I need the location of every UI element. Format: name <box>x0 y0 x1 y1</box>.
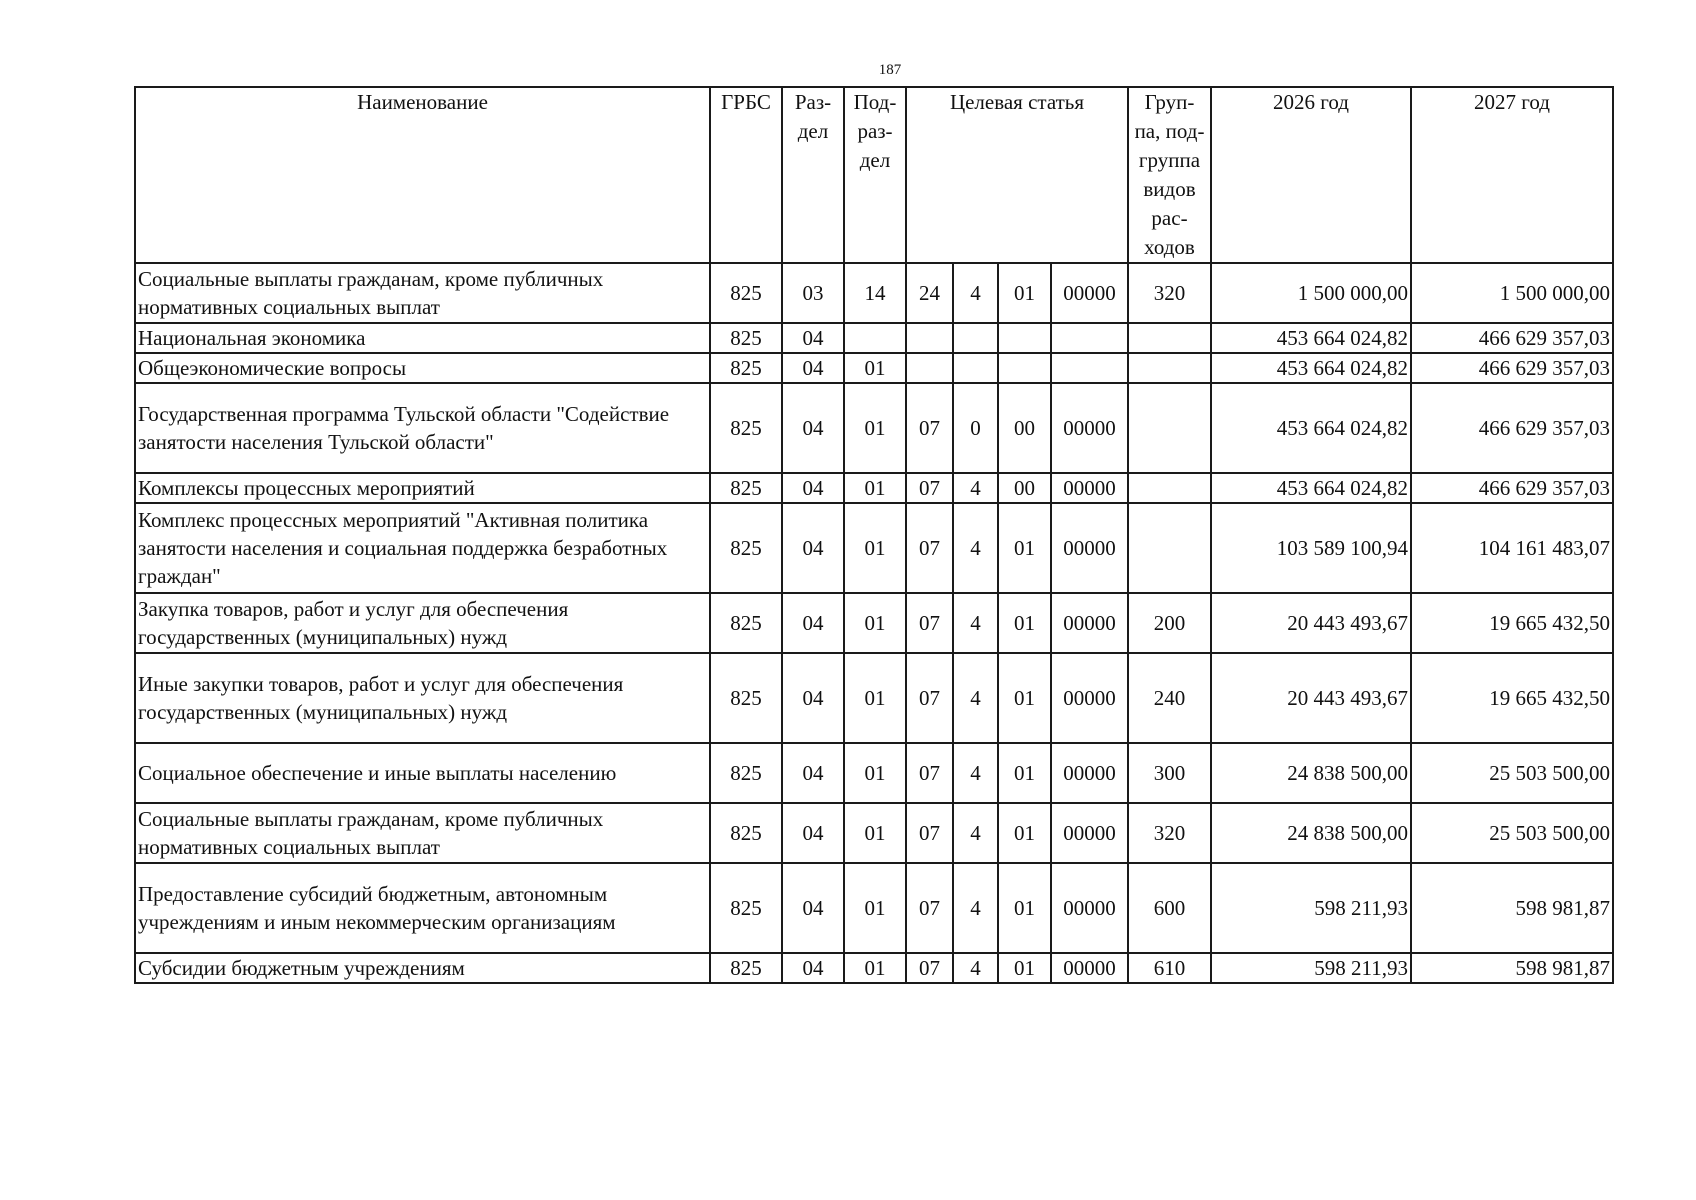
row-podrazdel-cell: 01 <box>844 503 906 593</box>
row-target-direction-cell: 00000 <box>1051 263 1128 323</box>
row-2027-cell: 598 981,87 <box>1411 863 1613 953</box>
header-2026: 2026 год <box>1211 87 1411 263</box>
row-target-program-cell: 24 <box>906 263 953 323</box>
table-row <box>135 803 1613 863</box>
table-row <box>135 383 1613 473</box>
row-2027-cell: 598 981,87 <box>1411 953 1613 983</box>
row-razdel-cell: 04 <box>782 743 844 803</box>
row-target-program-cell: 07 <box>906 803 953 863</box>
header-expense-group: Груп- па, под- группа видов рас- ходов <box>1128 87 1211 263</box>
row-grbs-cell: 825 <box>710 953 782 983</box>
row-razdel-cell: 04 <box>782 953 844 983</box>
row-name-cell: Национальная экономика <box>135 323 710 353</box>
row-expense-group-cell <box>1128 383 1211 473</box>
row-razdel-cell: 04 <box>782 593 844 653</box>
table-row <box>135 323 1613 353</box>
row-target-element-cell: 01 <box>998 803 1051 863</box>
row-2026-cell: 24 838 500,00 <box>1211 803 1411 863</box>
table-row <box>135 653 1613 743</box>
row-podrazdel-cell: 01 <box>844 863 906 953</box>
row-target-type-cell <box>953 323 998 353</box>
row-target-element-cell <box>998 323 1051 353</box>
row-target-element-cell: 01 <box>998 503 1051 593</box>
row-podrazdel-cell: 01 <box>844 653 906 743</box>
table-row <box>135 953 1613 983</box>
row-grbs-cell: 825 <box>710 743 782 803</box>
row-podrazdel-cell: 01 <box>844 593 906 653</box>
row-name-cell: Общеэкономические вопросы <box>135 353 710 383</box>
row-2027-cell: 466 629 357,03 <box>1411 473 1613 503</box>
row-target-program-cell: 07 <box>906 383 953 473</box>
row-target-program-cell: 07 <box>906 653 953 743</box>
row-target-program-cell <box>906 323 953 353</box>
row-grbs-cell: 825 <box>710 323 782 353</box>
row-2026-cell: 20 443 493,67 <box>1211 593 1411 653</box>
row-target-direction-cell: 00000 <box>1051 863 1128 953</box>
header-grbs: ГРБС <box>710 87 782 263</box>
row-target-type-cell: 4 <box>953 743 998 803</box>
row-name-cell: Социальные выплаты гражданам, кроме публичных нормативных социальных выплат <box>135 263 710 323</box>
header-podrazdel: Под- раз- дел <box>844 87 906 263</box>
row-razdel-cell: 04 <box>782 503 844 593</box>
row-target-direction-cell <box>1051 353 1128 383</box>
row-expense-group-cell: 610 <box>1128 953 1211 983</box>
row-target-program-cell <box>906 353 953 383</box>
table-body <box>135 263 1613 983</box>
table-row <box>135 263 1613 323</box>
row-grbs-cell: 825 <box>710 383 782 473</box>
row-target-direction-cell: 00000 <box>1051 803 1128 863</box>
row-name-cell: Социальное обеспечение и иные выплаты населению <box>135 743 710 803</box>
row-grbs-cell: 825 <box>710 593 782 653</box>
row-podrazdel-cell: 01 <box>844 803 906 863</box>
header-razdel: Раз- дел <box>782 87 844 263</box>
row-expense-group-cell <box>1128 353 1211 383</box>
row-name-cell: Предоставление субсидий бюджетным, автономным учреждениям и иным некоммерческим организациям <box>135 863 710 953</box>
row-2026-cell: 453 664 024,82 <box>1211 353 1411 383</box>
row-target-type-cell: 4 <box>953 863 998 953</box>
row-razdel-cell: 04 <box>782 863 844 953</box>
row-target-element-cell: 00 <box>998 383 1051 473</box>
row-expense-group-cell: 200 <box>1128 593 1211 653</box>
row-target-type-cell: 4 <box>953 473 998 503</box>
row-target-program-cell: 07 <box>906 473 953 503</box>
row-target-element-cell <box>998 353 1051 383</box>
row-target-element-cell: 01 <box>998 593 1051 653</box>
row-target-direction-cell: 00000 <box>1051 503 1128 593</box>
table-row <box>135 353 1613 383</box>
row-target-element-cell: 01 <box>998 263 1051 323</box>
row-2026-cell: 598 211,93 <box>1211 863 1411 953</box>
row-2026-cell: 453 664 024,82 <box>1211 323 1411 353</box>
row-name-cell: Комплексы процессных мероприятий <box>135 473 710 503</box>
row-target-element-cell: 00 <box>998 473 1051 503</box>
row-2026-cell: 1 500 000,00 <box>1211 263 1411 323</box>
row-target-direction-cell: 00000 <box>1051 653 1128 743</box>
row-expense-group-cell <box>1128 503 1211 593</box>
row-target-program-cell: 07 <box>906 863 953 953</box>
row-2027-cell: 466 629 357,03 <box>1411 323 1613 353</box>
row-2026-cell: 20 443 493,67 <box>1211 653 1411 743</box>
row-target-element-cell: 01 <box>998 953 1051 983</box>
row-target-direction-cell <box>1051 323 1128 353</box>
row-target-type-cell: 4 <box>953 953 998 983</box>
header-row <box>135 87 1613 263</box>
row-podrazdel-cell: 01 <box>844 473 906 503</box>
table-row <box>135 743 1613 803</box>
row-razdel-cell: 04 <box>782 383 844 473</box>
row-podrazdel-cell: 01 <box>844 743 906 803</box>
row-razdel-cell: 04 <box>782 803 844 863</box>
row-expense-group-cell: 600 <box>1128 863 1211 953</box>
row-2027-cell: 19 665 432,50 <box>1411 653 1613 743</box>
row-grbs-cell: 825 <box>710 473 782 503</box>
row-2026-cell: 24 838 500,00 <box>1211 743 1411 803</box>
row-target-element-cell: 01 <box>998 863 1051 953</box>
header-name: Наименование <box>135 87 710 263</box>
row-target-direction-cell: 00000 <box>1051 593 1128 653</box>
row-2026-cell: 598 211,93 <box>1211 953 1411 983</box>
row-2027-cell: 466 629 357,03 <box>1411 353 1613 383</box>
page-number: 187 <box>878 62 902 78</box>
row-name-cell: Государственная программа Тульской области "Содействие занятости населения Тульской области" <box>135 383 710 473</box>
row-razdel-cell: 04 <box>782 653 844 743</box>
row-name-cell: Социальные выплаты гражданам, кроме публичных нормативных социальных выплат <box>135 803 710 863</box>
budget-table <box>134 86 1614 984</box>
table-row <box>135 473 1613 503</box>
row-target-element-cell: 01 <box>998 743 1051 803</box>
row-2026-cell: 453 664 024,82 <box>1211 383 1411 473</box>
row-podrazdel-cell <box>844 323 906 353</box>
row-grbs-cell: 825 <box>710 503 782 593</box>
row-name-cell: Закупка товаров, работ и услуг для обеспечения государственных (муниципальных) нужд <box>135 593 710 653</box>
row-target-program-cell: 07 <box>906 593 953 653</box>
row-podrazdel-cell: 01 <box>844 383 906 473</box>
table-row <box>135 503 1613 593</box>
row-target-type-cell <box>953 353 998 383</box>
table-row <box>135 863 1613 953</box>
row-target-program-cell: 07 <box>906 743 953 803</box>
row-podrazdel-cell: 14 <box>844 263 906 323</box>
row-target-type-cell: 4 <box>953 503 998 593</box>
row-2027-cell: 25 503 500,00 <box>1411 743 1613 803</box>
row-razdel-cell: 04 <box>782 473 844 503</box>
row-grbs-cell: 825 <box>710 863 782 953</box>
row-target-direction-cell: 00000 <box>1051 743 1128 803</box>
row-podrazdel-cell: 01 <box>844 353 906 383</box>
row-2027-cell: 466 629 357,03 <box>1411 383 1613 473</box>
row-grbs-cell: 825 <box>710 353 782 383</box>
row-2027-cell: 104 161 483,07 <box>1411 503 1613 593</box>
table-row <box>135 593 1613 653</box>
row-expense-group-cell <box>1128 473 1211 503</box>
row-target-program-cell: 07 <box>906 953 953 983</box>
row-razdel-cell: 03 <box>782 263 844 323</box>
row-expense-group-cell: 320 <box>1128 803 1211 863</box>
row-expense-group-cell <box>1128 323 1211 353</box>
row-expense-group-cell: 300 <box>1128 743 1211 803</box>
row-2027-cell: 19 665 432,50 <box>1411 593 1613 653</box>
row-target-program-cell: 07 <box>906 503 953 593</box>
row-name-cell: Комплекс процессных мероприятий "Активная политика занятости населения и социальная поддержка безработных граждан" <box>135 503 710 593</box>
row-razdel-cell: 04 <box>782 323 844 353</box>
row-2027-cell: 1 500 000,00 <box>1411 263 1613 323</box>
row-target-type-cell: 0 <box>953 383 998 473</box>
row-2026-cell: 453 664 024,82 <box>1211 473 1411 503</box>
row-grbs-cell: 825 <box>710 263 782 323</box>
row-target-type-cell: 4 <box>953 803 998 863</box>
row-expense-group-cell: 240 <box>1128 653 1211 743</box>
row-target-direction-cell: 00000 <box>1051 953 1128 983</box>
header-target-article: Целевая статья <box>906 87 1128 263</box>
row-expense-group-cell: 320 <box>1128 263 1211 323</box>
row-grbs-cell: 825 <box>710 803 782 863</box>
row-name-cell: Субсидии бюджетным учреждениям <box>135 953 710 983</box>
row-2026-cell: 103 589 100,94 <box>1211 503 1411 593</box>
header-2027: 2027 год <box>1411 87 1613 263</box>
row-grbs-cell: 825 <box>710 653 782 743</box>
row-target-type-cell: 4 <box>953 593 998 653</box>
row-razdel-cell: 04 <box>782 353 844 383</box>
row-name-cell: Иные закупки товаров, работ и услуг для обеспечения государственных (муниципальных) нужд <box>135 653 710 743</box>
row-target-element-cell: 01 <box>998 653 1051 743</box>
row-2027-cell: 25 503 500,00 <box>1411 803 1613 863</box>
row-target-type-cell: 4 <box>953 263 998 323</box>
row-target-direction-cell: 00000 <box>1051 383 1128 473</box>
row-podrazdel-cell: 01 <box>844 953 906 983</box>
row-target-direction-cell: 00000 <box>1051 473 1128 503</box>
row-target-type-cell: 4 <box>953 653 998 743</box>
